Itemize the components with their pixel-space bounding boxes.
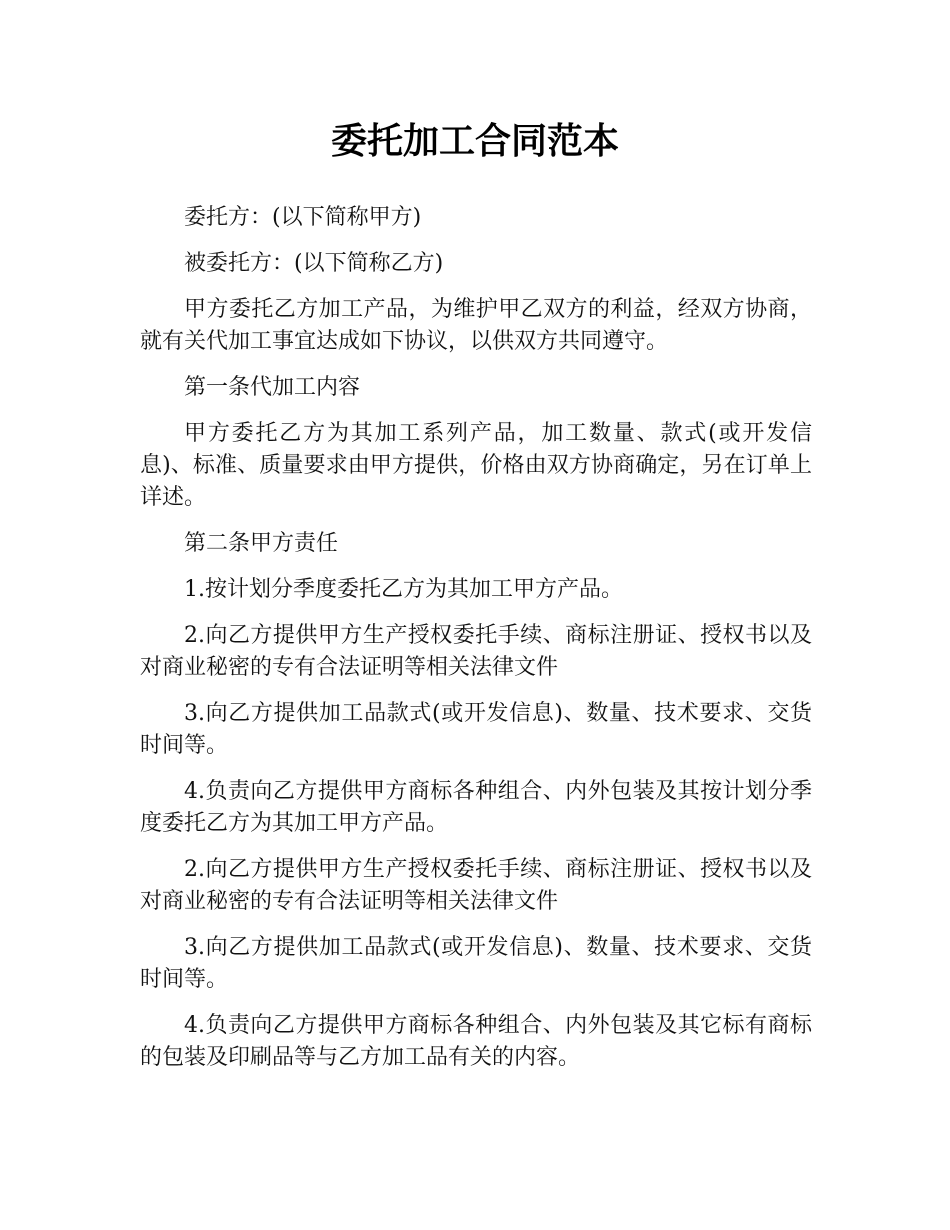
preamble-paragraph: 甲方委托乙方加工产品，为维护甲乙双方的利益，经双方协商，就有关代加工事宜达成如下协议，以供双方共同遵守。 [140,297,812,354]
article-1-paragraph: 甲方委托乙方为其加工系列产品，加工数量、款式(或开发信息)、标准、质量要求由甲方提供，价格由双方协商确定，另在订单上详述。 [140,421,812,510]
article-1-heading: 第一条代加工内容 [184,375,361,400]
clause-item: 2.向乙方提供甲方生产授权委托手续、商标注册证、授权书以及对商业秘密的专有合法证明等相关法律文件 [140,623,812,680]
document-body [140,202,812,1088]
clause-item: 4.负责向乙方提供甲方商标各种组合、内外包装及其它标有商标的包装及印刷品等与乙方加工品有关的内容。 [140,1013,812,1070]
document-title: 委托加工合同范本 [330,121,619,162]
clause-item: 2.向乙方提供甲方生产授权委托手续、商标注册证、授权书以及对商业秘密的专有合法证明等相关法律文件 [140,857,812,914]
party-b-line: 被委托方：(以下简称乙方) [184,251,444,276]
clause-item: 1.按计划分季度委托乙方为其加工甲方产品。 [184,577,623,602]
clause-item: 3.向乙方提供加工品款式(或开发信息)、数量、技术要求、交货时间等。 [140,935,812,992]
clause-item: 4.负责向乙方提供甲方商标各种组合、内外包装及其按计划分季度委托乙方为其加工甲方产品。 [140,779,812,836]
article-2-heading: 第二条甲方责任 [184,531,339,556]
party-a-line: 委托方：(以下简称甲方) [184,205,422,230]
clause-item: 3.向乙方提供加工品款式(或开发信息)、数量、技术要求、交货时间等。 [140,701,812,758]
